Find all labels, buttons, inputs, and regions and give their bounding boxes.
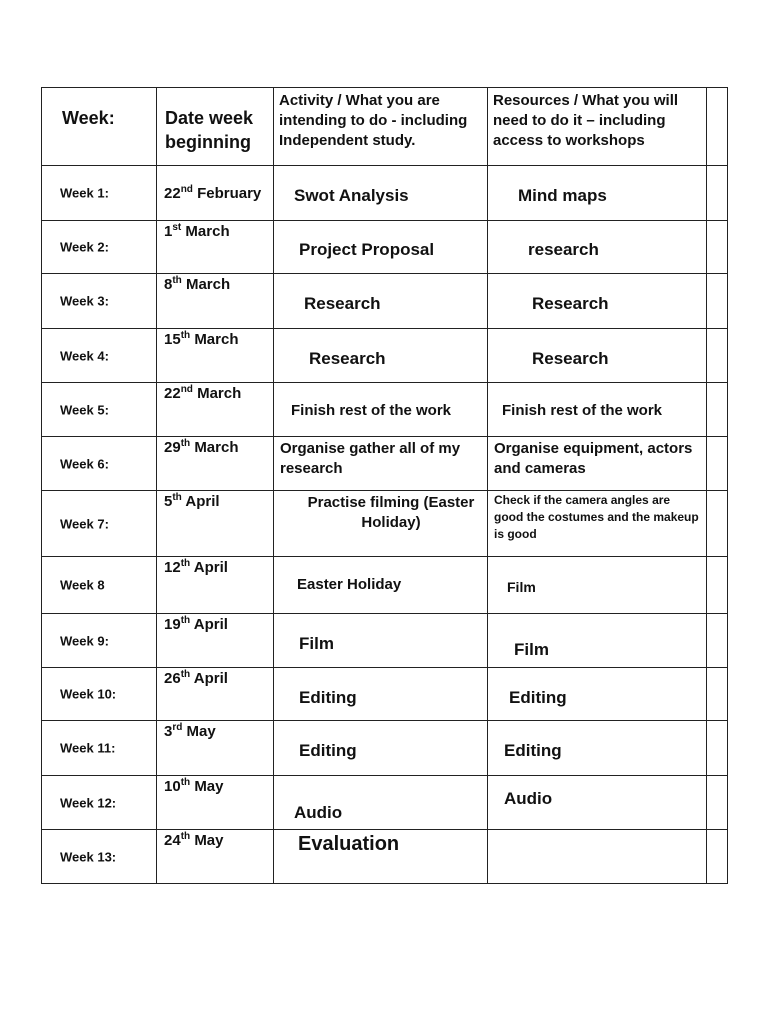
date-month: May bbox=[194, 778, 224, 795]
activity-cell bbox=[274, 437, 488, 491]
table-row bbox=[42, 221, 728, 274]
date-cell bbox=[157, 221, 274, 274]
week-cell bbox=[42, 221, 157, 274]
date-month: May bbox=[186, 723, 216, 740]
activity-cell bbox=[274, 383, 488, 437]
week-start-date bbox=[157, 166, 273, 202]
week-cell bbox=[42, 830, 157, 884]
date-ordinal-suffix: th bbox=[180, 831, 191, 842]
week-start-date bbox=[157, 830, 273, 849]
activity-cell bbox=[274, 166, 488, 221]
week-cell bbox=[42, 329, 157, 383]
week-start-date bbox=[157, 557, 273, 576]
resources-cell bbox=[488, 329, 707, 383]
extra-cell bbox=[707, 329, 728, 383]
activity-cell bbox=[274, 721, 488, 776]
extra-cell bbox=[707, 437, 728, 491]
resources-cell bbox=[488, 557, 707, 614]
week-cell bbox=[42, 383, 157, 437]
header-resources: Resources / What you will need to do it – including access to workshops bbox=[493, 92, 679, 149]
resources-text: Audio bbox=[504, 789, 553, 808]
week-label: Week 11: bbox=[60, 740, 116, 756]
activity-cell bbox=[274, 830, 488, 884]
date-ordinal-suffix: th bbox=[180, 669, 191, 680]
date-cell bbox=[157, 491, 274, 557]
resources-cell bbox=[488, 166, 707, 221]
week-cell bbox=[42, 557, 157, 614]
date-cell bbox=[157, 776, 274, 830]
week-label: Week 10: bbox=[60, 686, 117, 702]
activity-cell bbox=[274, 668, 488, 721]
date-ordinal-suffix: th bbox=[180, 558, 191, 569]
activity-cell bbox=[274, 557, 488, 614]
date-cell bbox=[157, 721, 274, 776]
date-cell bbox=[157, 557, 274, 614]
table-row bbox=[42, 274, 728, 329]
week-label: Week 3: bbox=[60, 293, 109, 309]
header-date: Date week beginning bbox=[165, 108, 254, 152]
date-cell bbox=[157, 383, 274, 437]
activity-text: Evaluation bbox=[298, 833, 400, 855]
date-cell bbox=[157, 166, 274, 221]
date-ordinal-suffix: th bbox=[180, 615, 191, 626]
resources-cell bbox=[488, 383, 707, 437]
date-ordinal-suffix: th bbox=[180, 438, 191, 449]
date-ordinal-suffix: st bbox=[172, 222, 182, 233]
activity-text: Easter Holiday bbox=[297, 576, 402, 593]
resources-cell bbox=[488, 668, 707, 721]
table-row bbox=[42, 166, 728, 221]
activity-text: Project Proposal bbox=[299, 240, 435, 259]
activity-text: Audio bbox=[294, 803, 343, 822]
week-start-date bbox=[157, 383, 273, 402]
activity-text: Research bbox=[309, 349, 386, 368]
week-cell bbox=[42, 776, 157, 830]
table-row bbox=[42, 383, 728, 437]
activity-text: Finish rest of the work bbox=[291, 402, 452, 419]
table-row bbox=[42, 721, 728, 776]
week-cell bbox=[42, 668, 157, 721]
header-resources-cell bbox=[488, 88, 707, 166]
extra-cell bbox=[707, 721, 728, 776]
week-label: Week 7: bbox=[60, 516, 109, 531]
table-row bbox=[42, 668, 728, 721]
week-label: Week 5: bbox=[60, 402, 109, 417]
week-label: Week 6: bbox=[60, 456, 109, 471]
resources-text: Film bbox=[507, 579, 536, 595]
resources-text: Organise equipment, actors and cameras bbox=[494, 440, 693, 477]
activity-cell bbox=[274, 614, 488, 668]
week-start-date bbox=[157, 221, 273, 240]
extra-cell bbox=[707, 614, 728, 668]
date-day: 5 bbox=[164, 493, 173, 510]
week-start-date bbox=[157, 776, 273, 795]
date-ordinal-suffix: nd bbox=[180, 184, 193, 195]
resources-text: Mind maps bbox=[518, 186, 607, 205]
activity-text: Practise filming (Easter Holiday) bbox=[307, 494, 475, 531]
activity-cell bbox=[274, 274, 488, 329]
header-date-cell bbox=[157, 88, 274, 166]
resources-text: Research bbox=[532, 294, 609, 313]
date-ordinal-suffix: nd bbox=[180, 384, 193, 395]
date-month: March bbox=[194, 439, 239, 456]
date-day: 22 bbox=[164, 185, 181, 202]
table-row bbox=[42, 329, 728, 383]
extra-cell bbox=[707, 668, 728, 721]
resources-text: research bbox=[528, 240, 599, 259]
date-cell bbox=[157, 329, 274, 383]
date-cell bbox=[157, 274, 274, 329]
activity-text: Editing bbox=[299, 741, 357, 760]
week-cell bbox=[42, 721, 157, 776]
date-cell bbox=[157, 830, 274, 884]
date-month: May bbox=[194, 832, 224, 849]
resources-text: Editing bbox=[504, 741, 562, 760]
date-cell bbox=[157, 437, 274, 491]
header-activity-cell bbox=[274, 88, 488, 166]
date-ordinal-suffix: th bbox=[180, 330, 191, 341]
activity-text: Editing bbox=[299, 688, 357, 707]
table-row bbox=[42, 491, 728, 557]
header-row bbox=[42, 88, 728, 166]
week-cell bbox=[42, 614, 157, 668]
week-start-date bbox=[157, 721, 273, 740]
header-week: Week: bbox=[62, 108, 115, 128]
resources-text: Finish rest of the work bbox=[502, 402, 663, 419]
date-day: 1 bbox=[164, 223, 173, 240]
extra-cell bbox=[707, 274, 728, 329]
activity-text: Film bbox=[299, 634, 334, 653]
date-day: 3 bbox=[164, 723, 173, 740]
date-month: March bbox=[194, 331, 239, 348]
resources-text: Film bbox=[514, 640, 549, 659]
date-month: April bbox=[193, 559, 228, 576]
study-plan-table bbox=[41, 87, 728, 884]
activity-cell bbox=[274, 221, 488, 274]
date-day: 22 bbox=[164, 385, 181, 402]
extra-cell bbox=[707, 557, 728, 614]
resources-text: Research bbox=[532, 349, 609, 368]
resources-cell bbox=[488, 437, 707, 491]
date-day: 15 bbox=[164, 331, 181, 348]
table-row bbox=[42, 776, 728, 830]
week-label: Week 12: bbox=[60, 795, 117, 810]
activity-text: Swot Analysis bbox=[294, 186, 409, 205]
resources-cell bbox=[488, 274, 707, 329]
week-start-date bbox=[157, 668, 273, 687]
week-cell bbox=[42, 166, 157, 221]
date-cell bbox=[157, 668, 274, 721]
date-ordinal-suffix: th bbox=[172, 275, 182, 286]
date-ordinal-suffix: rd bbox=[172, 722, 183, 733]
resources-cell bbox=[488, 614, 707, 668]
date-day: 19 bbox=[164, 616, 181, 633]
date-month: March bbox=[185, 223, 230, 240]
extra-cell bbox=[707, 221, 728, 274]
resources-cell bbox=[488, 221, 707, 274]
resources-cell bbox=[488, 776, 707, 830]
date-day: 8 bbox=[164, 276, 173, 293]
week-label: Week 13: bbox=[60, 849, 117, 864]
date-day: 10 bbox=[164, 778, 181, 795]
table-row bbox=[42, 614, 728, 668]
week-cell bbox=[42, 437, 157, 491]
resources-text: Check if the camera angles are good the costumes and the makeup is good bbox=[494, 493, 699, 541]
week-cell bbox=[42, 274, 157, 329]
week-start-date bbox=[157, 614, 273, 633]
date-month: March bbox=[185, 276, 231, 293]
extra-cell bbox=[707, 830, 728, 884]
activity-text: Research bbox=[304, 294, 381, 313]
extra-cell bbox=[707, 491, 728, 557]
table-row bbox=[42, 557, 728, 614]
week-start-date bbox=[157, 329, 273, 348]
date-cell bbox=[157, 614, 274, 668]
date-month: April bbox=[193, 616, 228, 633]
extra-cell bbox=[707, 383, 728, 437]
extra-cell bbox=[707, 166, 728, 221]
week-start-date bbox=[157, 437, 273, 456]
date-ordinal-suffix: th bbox=[180, 777, 191, 788]
table-row bbox=[42, 437, 728, 491]
date-day: 12 bbox=[164, 559, 181, 576]
date-month: April bbox=[193, 670, 228, 687]
extra-cell bbox=[707, 776, 728, 830]
week-start-date bbox=[157, 274, 273, 293]
resources-cell bbox=[488, 721, 707, 776]
resources-cell bbox=[488, 830, 707, 884]
header-extra-cell bbox=[707, 88, 728, 166]
week-label: Week 9: bbox=[60, 633, 109, 648]
activity-cell bbox=[274, 329, 488, 383]
header-week-cell bbox=[42, 88, 157, 166]
activity-cell bbox=[274, 776, 488, 830]
activity-text: Organise gather all of my research bbox=[280, 440, 461, 477]
week-label: Week 1: bbox=[60, 185, 109, 201]
week-start-date bbox=[157, 491, 273, 510]
week-label: Week 2: bbox=[60, 239, 109, 255]
week-label: Week 4: bbox=[60, 348, 109, 363]
resources-text: Editing bbox=[509, 688, 567, 707]
header-activity: Activity / What you are intending to do - including Independent study. bbox=[279, 92, 468, 149]
date-day: 26 bbox=[164, 670, 181, 687]
date-month: March bbox=[197, 385, 242, 402]
table-row bbox=[42, 830, 728, 884]
week-label: Week 8 bbox=[60, 577, 105, 593]
date-day: 29 bbox=[164, 439, 181, 456]
resources-cell bbox=[488, 491, 707, 557]
date-ordinal-suffix: th bbox=[172, 492, 182, 503]
date-day: 24 bbox=[164, 832, 181, 849]
activity-cell bbox=[274, 491, 488, 557]
week-cell bbox=[42, 491, 157, 557]
date-month: February bbox=[197, 185, 262, 202]
date-month: April bbox=[185, 493, 220, 510]
